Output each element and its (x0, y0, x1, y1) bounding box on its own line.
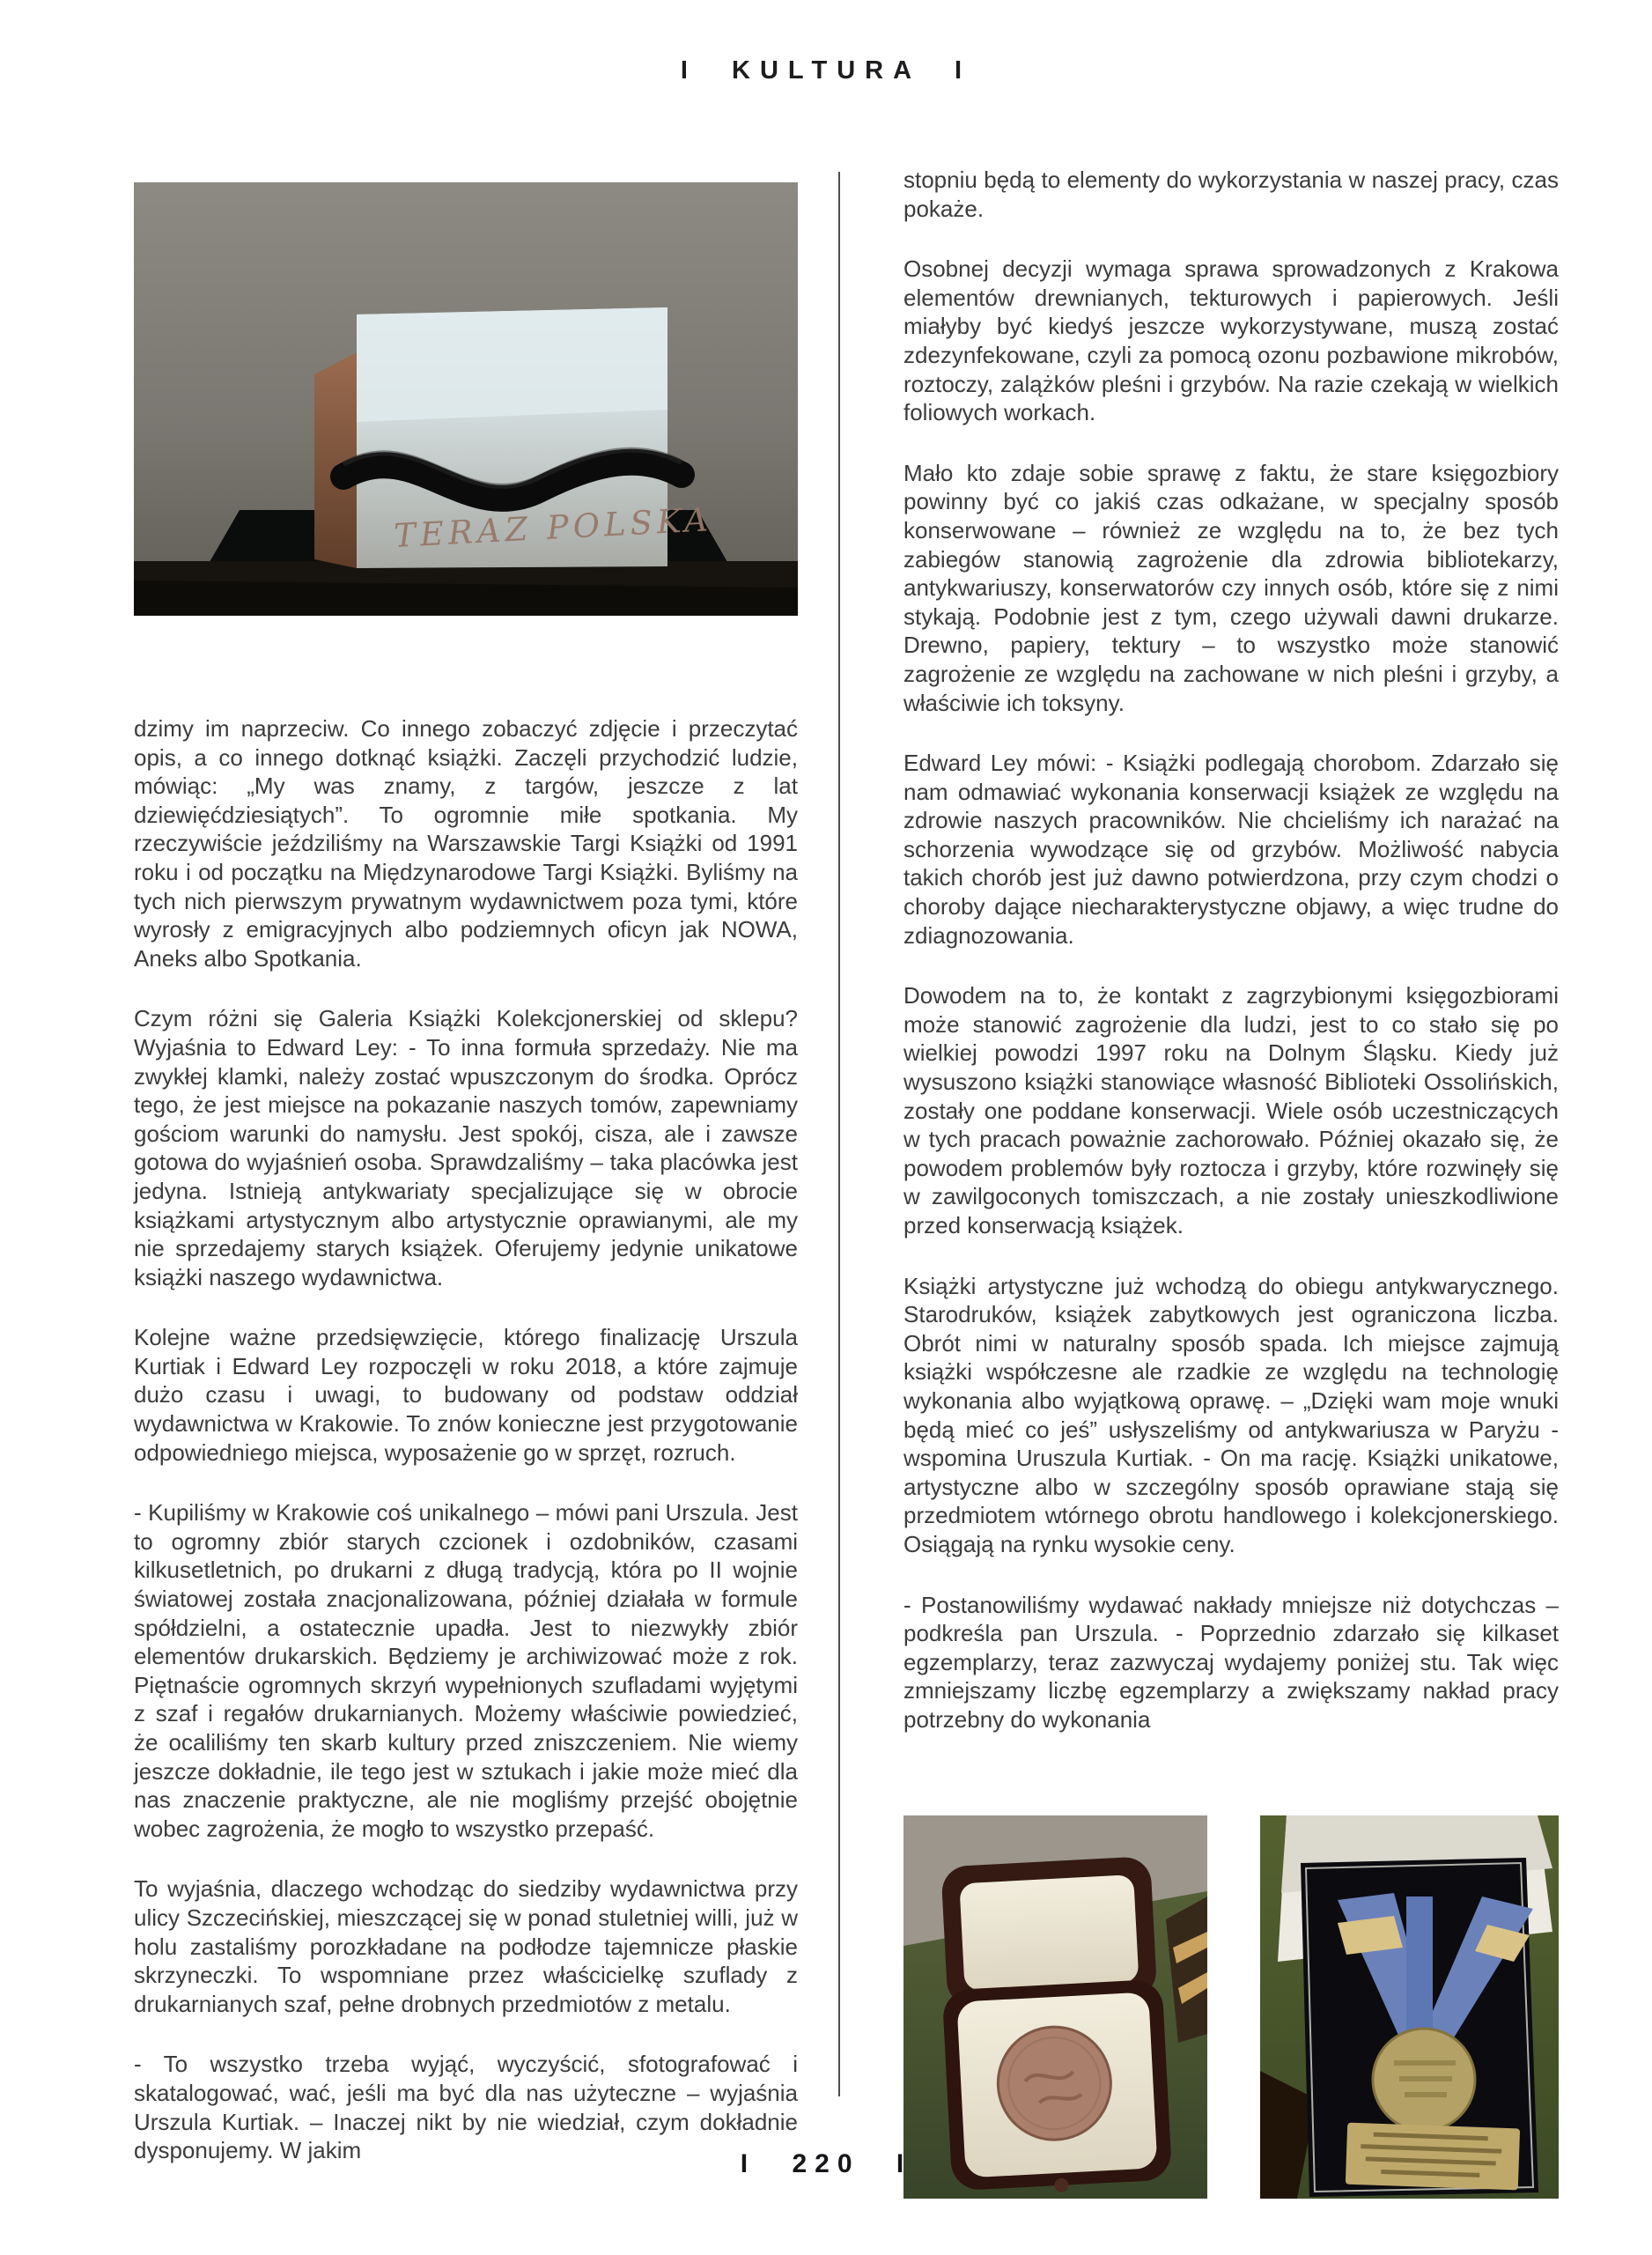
paragraph: Książki artystyczne już wchodzą do obiegu antykwarycznego. Starodruków, książek zabytkowych jest ograniczona liczba. Obrót nimi w naturalny sposób spada. Ich miejsce zajmują książki współczesne ale rzadkie ze względu na technologię wykonania albo wyjątkową oprawę. – „Dzięki wam moje wnuki będą mieć co jeś” usłyszeliśmy od antykwariusza w Paryżu - wspomina Uruszula Kurtiak. - On ma rację. Książki unikatowe, artystyczne albo w szczególny sposób oprawiane stają się przedmiotem wtórnego obrotu handlowego i kolekcjonerskiego. Osiągają na rynku wysokie ceny. (903, 1272, 1559, 1557)
left-column (134, 182, 798, 2165)
paragraph: stopniu będą to elementy do wykorzystania w naszej pracy, czas pokaże. (903, 166, 1559, 222)
paragraph: Dowodem na to, że kontakt z zagrzybionymi księgozbiorami może stanowić zagrożenie dla ludzi, jest to co stało się po wielkiej powodzi 1997 roku na Dolnym Śląsku. Kiedy już wysuszono książki stanowiące własność Biblioteki Ossolińskich, zostały one poddane konserwacji. Wiele osób uczestniczących w tych pracach poważnie zachorowało. Później okazało się, że powodem problemów były roztocza i grzyby, które rozwinęły się w zawilgoconych tomiszczach, a nie zostały unieszkodliwione przed konserwacją książek. (903, 982, 1559, 1238)
paragraph: - Postanowiliśmy wydawać nakłady mniejsze niż dotychczas – podkreśla pan Urszula. - Poprzednio zdarzało się kilkaset egzemplarzy, teraz zazwyczaj wydajemy poniżej stu. Tak więc zmniejszamy liczbę egzemplarzy a zwiększamy nakład pracy potrzebny do wykonania (903, 1591, 1559, 1733)
award-statuette-illustration (134, 182, 798, 616)
paragraph: Osobnej decyzji wymaga sprawa sprowadzonych z Krakowa elementów drewnianych, tekturowych i papierowych. Jeśli miałyby być kiedyś jeszcze wykorzystywane, muszą zostać zdezynfekowane, czyli za pomocą ozonu pozbawione mikrobów, roztoczy, zalążków pleśni i grzybów. Na razie czekają w wielkich foliowych workach. (903, 255, 1559, 426)
award-engraving-text: TERAZ POLSKA (393, 500, 713, 555)
paragraph: Mało kto zdaje sobie sprawę z faktu, że stare księgozbiory powinny być co jakiś czas odkażane, w specjalny sposób konserwowane – również ze względu na to, że bez tych zabiegów stanowią zagrożenie dla zdrowia bibliotekarzy, antykwariuszy, konserwatorów czy innych osób, które się z nimi stykają. Podobnie jest z tym, czego używali dawni drukarze. Drewno, papiery, tektury – to wszystko może stanowić zagrożenie ze względu na zachowane w nich pleśni i grzyby, a właściwie ich toksyny. (903, 459, 1559, 716)
column-divider (838, 172, 840, 2096)
page-number: I 220 I (740, 2149, 912, 2178)
paragraph: Kolejne ważne przedsięwzięcie, którego finalizację Urszula Kurtiak i Edward Ley rozpoczęli w roku 2018, a które zajmuje dużo czasu i uwagi, to budowany od podstaw oddział wydawnictwa w Krakowie. To znów konieczne jest przygotowanie odpowiedniego miejsca, wyposażenie go w sprzęt, rozruch. (134, 1324, 798, 1466)
section-header: I KULTURA I (680, 56, 972, 85)
right-column (903, 166, 1559, 2199)
paragraph: To wyjaśnia, dlaczego wchodząc do siedziby wydawnictwa przy ulicy Szczecińskiej, mieszczącej się w ponad stuletniej willi, już w holu zastaliśmy porozkładane na podłodze tajemnicze płaskie skrzyneczki. To wspomniane przez właścicielkę szuflady z drukarnianych szaf, pełne drobnych przedmiotów z metalu. (134, 1875, 798, 2017)
medal-photos-row (903, 1815, 1559, 2199)
paragraph: Edward Ley mówi: - Książki podlegają chorobom. Zdarzało się nam odmawiać wykonania konserwacji książek ze względu na zdrowie naszych pracowników. Nie chcieliśmy ich narażać na schorzenia wywodzące się od grzybów. Możliwość nabycia takich chorób jest już dawno potwierdzona, przy czym chodzi o choroby dające niecharakterystyczne objawy, a więc trudne do zdiagnozowania. (903, 750, 1559, 949)
paragraph: - To wszystko trzeba wyjąć, wyczyścić, sfotografować i skatalogować, wać, jeśli ma być dla nas użyteczne – wyjaśnia Urszula Kurtiak. – Inaczej nikt by nie wiedział, czym dokładnie dysponujemy. W jakim (134, 2051, 798, 2164)
medal-case-photo (903, 1815, 1207, 2199)
paragraph: - Kupiliśmy w Krakowie coś unikalnego – mówi pani Urszula. Jest to ogromny zbiór starych czcionek i ozdobników, czasami kilkusetletnich, po drukarni z długą tradycją, która po II wojnie światowej została znacjonalizowana, później działała w formule spółdzielni, a ostatecznie upadła. Jest to niezwykły zbiór elementów drukarskich. Będziemy je archiwizować może z rok. Piętnaście ogromnych skrzyń wypełnionych szufladami wyjętymi z szaf i regałów drukarnianych. Możemy właściwie powiedzieć, że ocaliliśmy ten skarb kultury przed zniszczeniem. Nie wiemy jeszcze dokładnie, ile tego jest w sztukach i jakie może mieć dla nas znaczenie praktyczne, ale nie mogliśmy przejść obojętnie wobec zagrożenia, że mogło to wszystko przepaść. (134, 1499, 798, 1842)
medal-case-illustration (903, 1815, 1207, 2199)
paragraph: Czym różni się Galeria Książki Kolekcjonerskiej od sklepu? Wyjaśnia to Edward Ley: - To inna formuła sprzedaży. Nie ma zwykłej klamki, należy zostać wpuszczonym do środka. Oprócz tego, że jest miejsce na pokazanie naszych tomów, zapewniamy gościom warunki do namysłu. Jest spokój, cisza, ale i zawsze gotowa do wyjaśnień osoba. Sprawdzaliśmy – taka placówka jest jedyna. Istnieją antykwariaty specjalizujące się w obrocie książkami artystycznym albo artystycznie oprawianymi, ale my nie sprzedajemy starych książek. Oferujemy jedynie unikatowe książki naszego wydawnictwa. (134, 1005, 798, 1290)
medal-ribbon-illustration (1260, 1815, 1559, 2199)
medal-ribbon-photo (1260, 1815, 1559, 2199)
paragraph: dzimy im naprzeciw. Co innego zobaczyć zdjęcie i przeczytać opis, a co innego dotknąć książki. Zaczęli przychodzić ludzie, mówiąc: „My was znamy, z targów, jeszcze z lat dziewięćdziesiątych”. To ogromnie miłe spotkania. My rzeczywiście jeździliśmy na Warszawskie Targi Książki od 1991 roku i od początku na Międzynarodowe Targi Książki. Byliśmy na tych nich pierwszym prywatnym wydawnictwem poza tymi, które wyrosły z emigracyjnych albo podziemnych oficyn jak NOWA, Aneks albo Spotkania. (134, 715, 798, 972)
award-statuette-photo (134, 182, 798, 616)
